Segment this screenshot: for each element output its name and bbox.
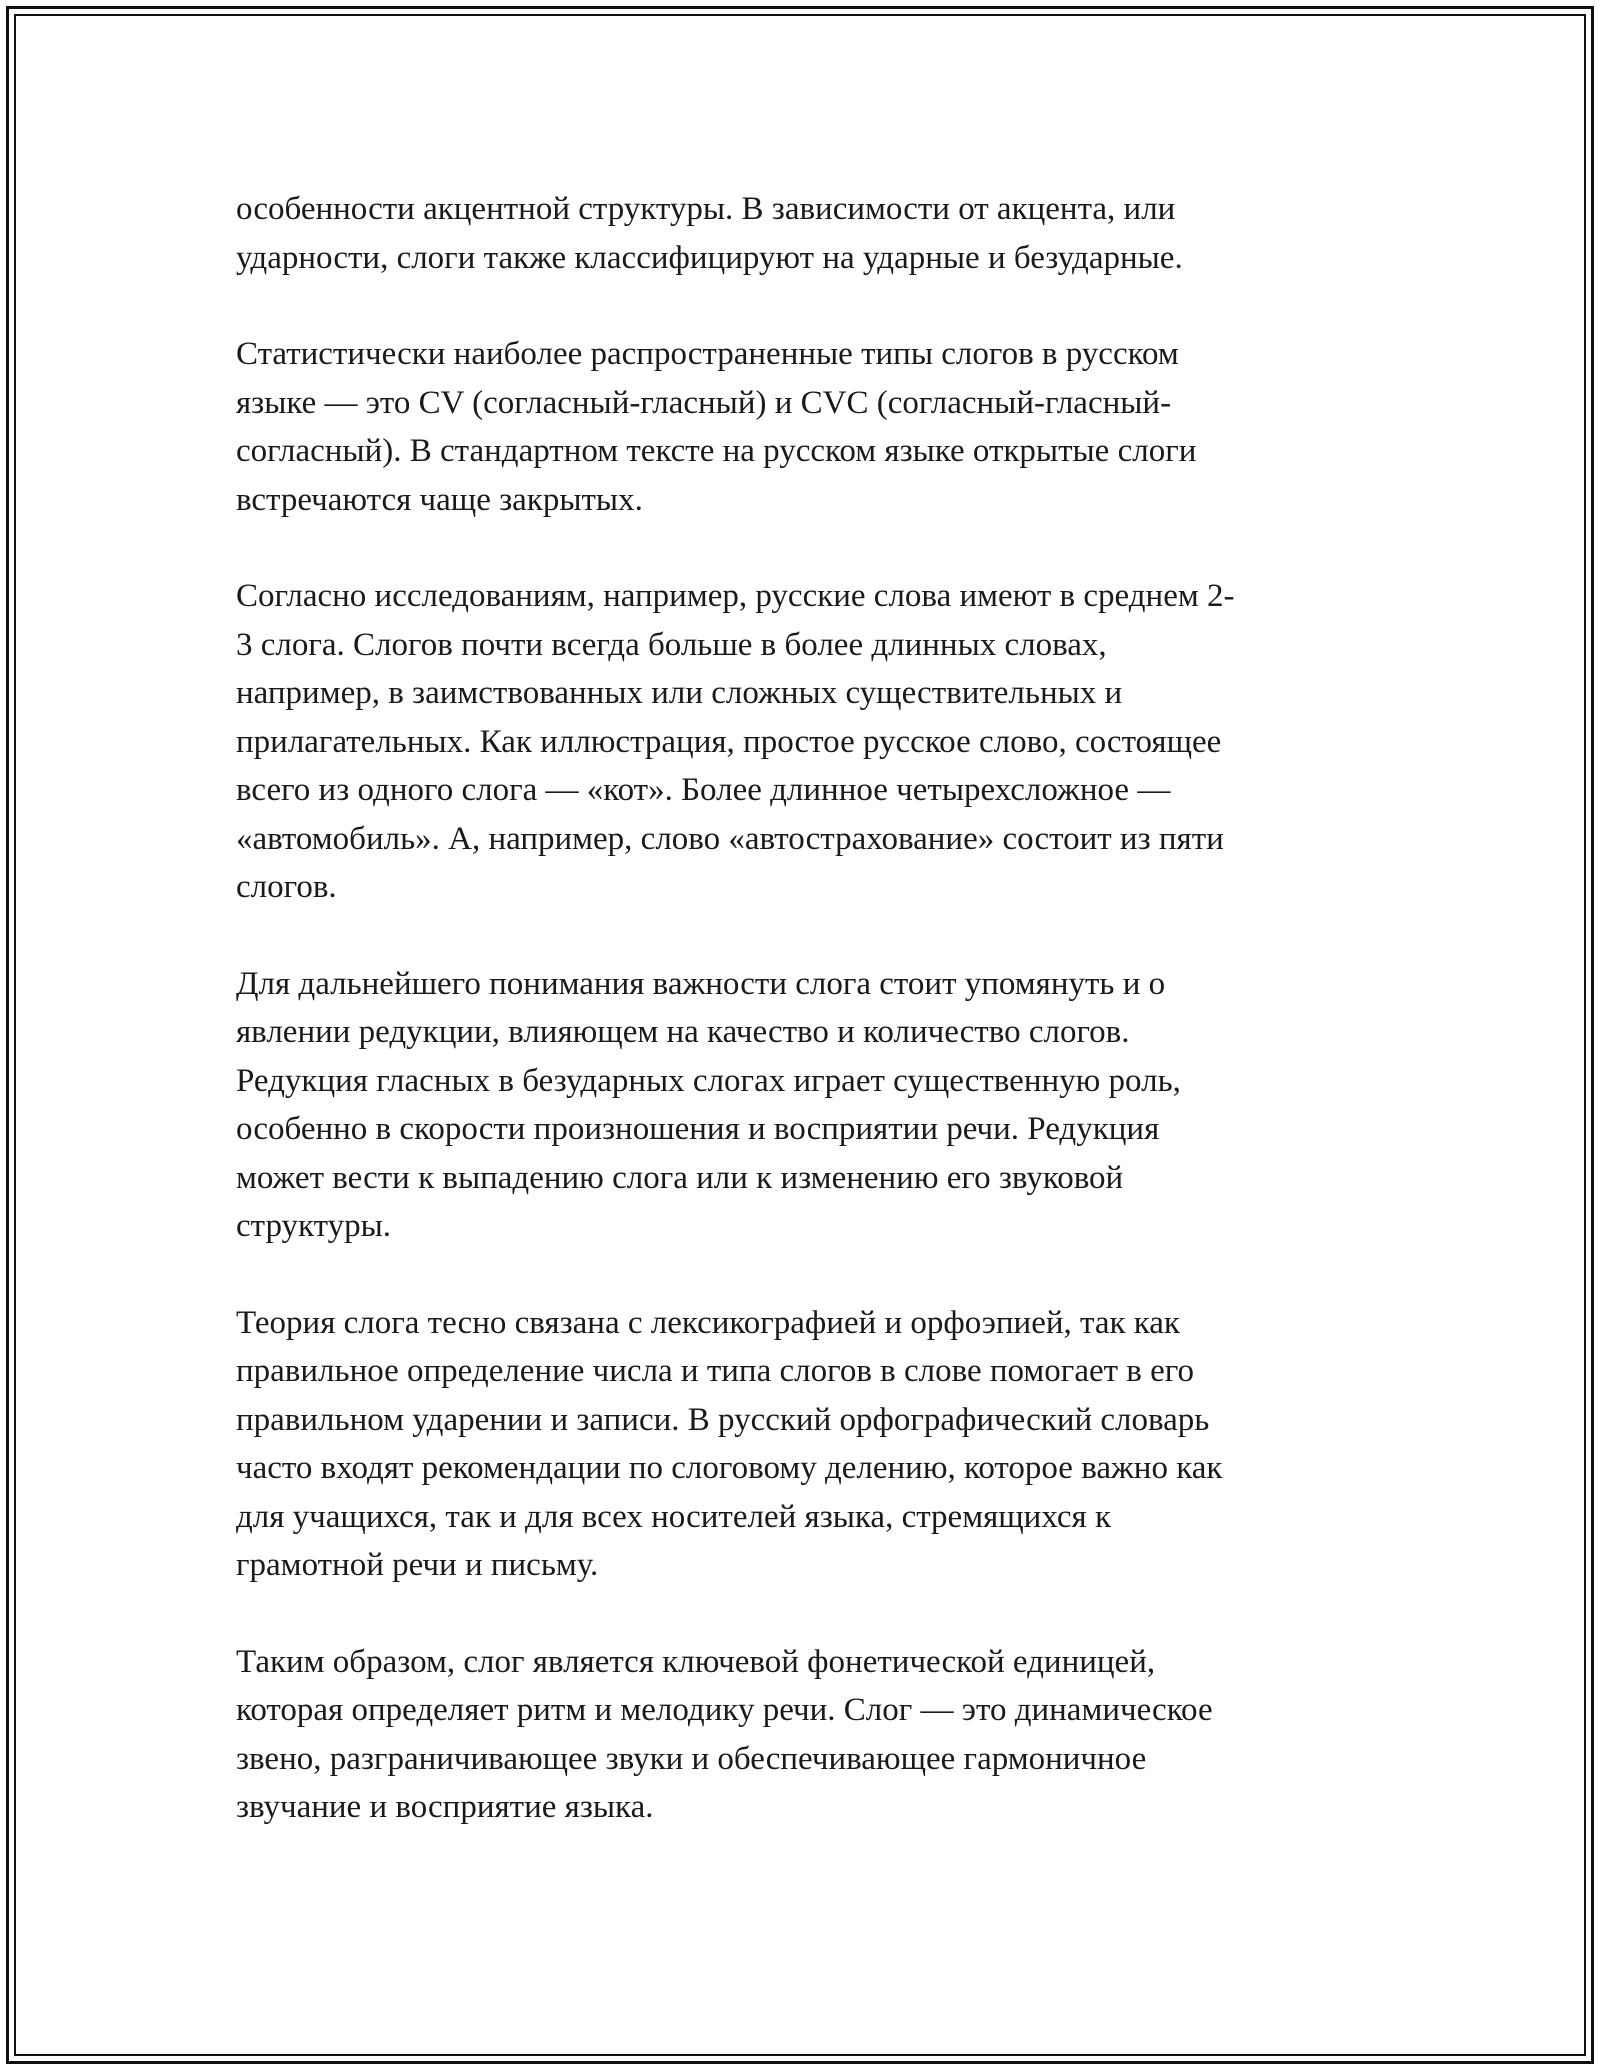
paragraph-syllable-types: Статистически наиболее распространенные типы слогов в русском языке — это CV (согласный-гласный) и CVC (согласный-гласный- согласный). В стандартном тексте на русском языке открытые слоги встречаются чаще закрытых. [236,336,1197,518]
paragraph-reduction: Для дальнейшего понимания важности слога стоит упомянуть и о явлении редукции, влияющем на качество и количество слогов. Редукция гласных в безударных слогах играет существенную роль, особенно в скорости произношения и восприятии речи. Редукция может вести к выпадению слога или к изменению его звуковой структуры. [236,965,1181,1244]
paragraph-conclusion: Таким образом, слог является ключевой фонетической единицей, которая определяет ритм и мелодику речи. Слог — это динамическое звено, разграничивающее звуки и обеспечивающее гармоничное звучание и восприятие языка. [236,1643,1213,1825]
paragraph-accent-structure: особенности акцентной структуры. В зависимости от акцента, или ударности, слоги также классифицируют на ударные и безударные. [236,191,1183,276]
document-body [236,185,1366,1880]
paragraph-lexicography: Теория слога тесно связана с лексикографией и орфоэпией, так как правильное определение числа и типа слогов в слове помогает в его правильном ударении и записи. В русский орфографический словарь часто входят рекомендации по слоговому делению, которое важно как для учащихся, так и для всех носителей языка, стремящихся к грамотной речи и письму. [236,1304,1223,1583]
paragraph-syllable-count: Согласно исследованиям, например, русские слова имеют в среднем 2- 3 слога. Слогов почти всегда больше в более длинных словах, например, в заимствованных или сложных существительных и прилагательных. Как иллюстрация, простое русское слово, состоящее всего из одного слога — «кот». Более длинное четырехсложное — «автомобиль». А, например, слово «автострахование» состоит из пяти слогов. [236,578,1235,905]
